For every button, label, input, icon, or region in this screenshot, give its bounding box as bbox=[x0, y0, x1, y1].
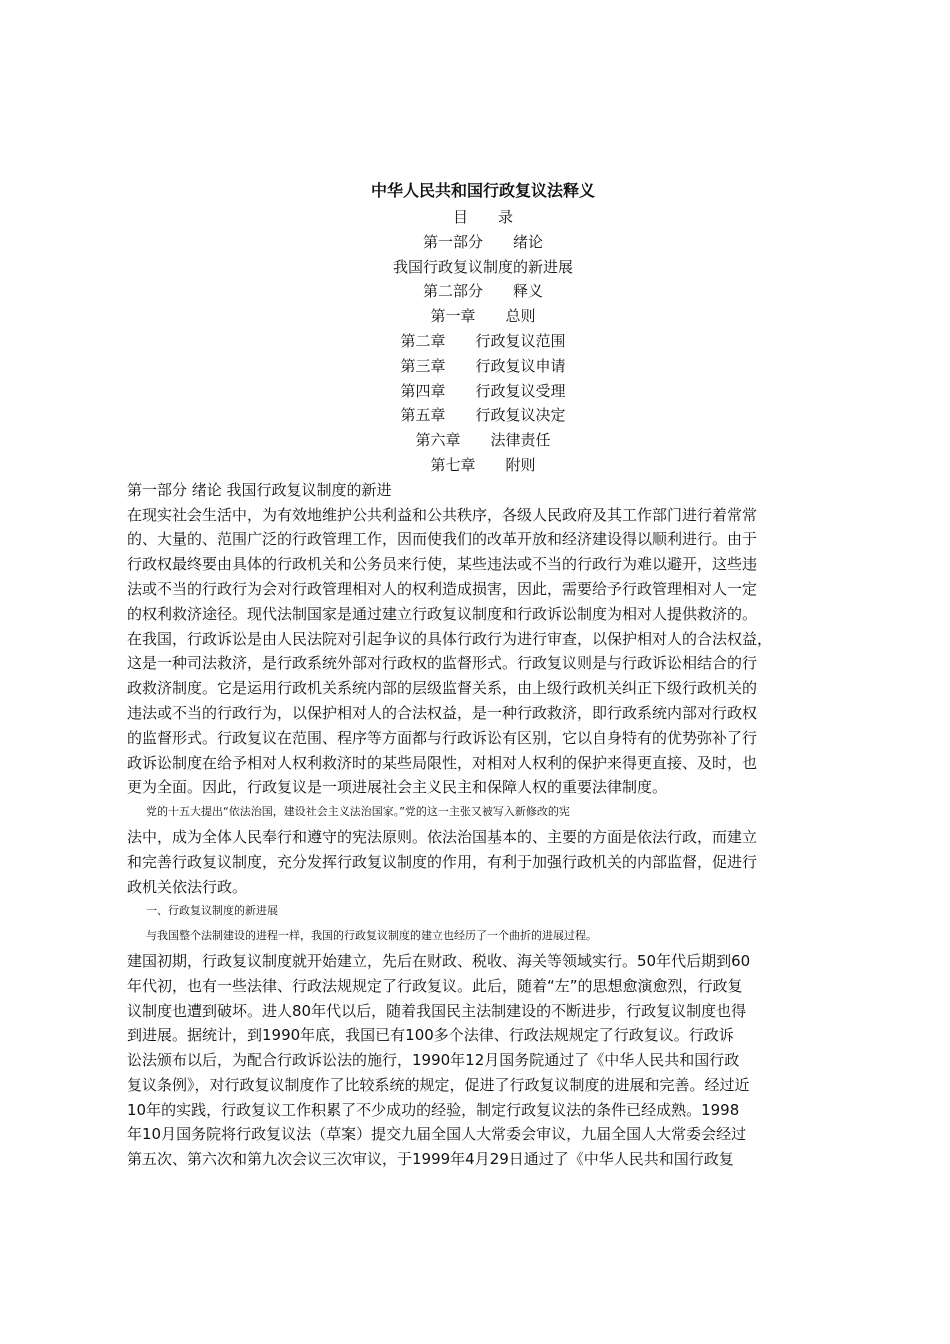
text-line: 这是一种司法救济，是行政系统外部对行政权的监督形式。行政复议则是与行政诉讼相结合的行 bbox=[127, 654, 758, 673]
document-title: 中华人民共和国行政复议法释义 bbox=[370, 181, 595, 200]
text-line: 议制度也遭到破坏。进人80年代以后，随着我国民主法制建设的不断进步，行政复议制度也得 bbox=[127, 1001, 747, 1020]
text-line: 在现实社会生活中，为有效地维护公共利益和公共秩序，各级人民政府及其工作部门进行着常常 bbox=[127, 505, 758, 524]
toc-entry: 第六章 法律责任 bbox=[415, 431, 551, 450]
text-line: 和完善行政复议制度，充分发挥行政复议制度的作用，有利于加强行政机关的内部监督，促进行 bbox=[127, 852, 758, 871]
text-line: 到进展。据统计，到1990年底，我国已有100多个法律、行政法规规定了行政复议。行政诉 bbox=[127, 1026, 734, 1045]
toc-entry: 第二部分 释义 bbox=[422, 282, 543, 301]
text-line: 在我国，行政诉讼是由人民法院对引起争议的具体行政行为进行审查，以保护相对人的合法权益， bbox=[127, 629, 773, 648]
toc-entry: 我国行政复议制度的新进展 bbox=[392, 257, 573, 276]
body-text bbox=[127, 503, 839, 1173]
text-line: 复议条例》，对行政复议制度作了比较系统的规定，促进了行政复议制度的进展和完善。经过近 bbox=[127, 1075, 750, 1094]
text-line: 10年的实践，行政复议工作积累了不少成功的经验，制定行政复议法的条件已经成熟。1998 bbox=[127, 1100, 740, 1119]
text-line: 建国初期，行政复议制度就开始建立，先后在财政、税收、海关等领域实行。50年代后期到60 bbox=[127, 951, 751, 970]
table-of-contents bbox=[127, 205, 839, 478]
text-line: 的监督形式。行政复议在范围、程序等方面都与行政诉讼有区别，它以自身特有的优势弥补了行 bbox=[127, 728, 758, 747]
toc-entry: 第四章 行政复议受理 bbox=[400, 381, 566, 400]
document-page bbox=[127, 177, 839, 1172]
toc-entry: 第二章 行政复议范围 bbox=[400, 331, 566, 350]
text-line: 违法或不当的行政行为，以保护相对人的合法权益，是一种行政救济，即行政系统内部对行政权 bbox=[127, 703, 758, 722]
text-line: 一、行政复议制度的新进展 bbox=[146, 904, 278, 918]
text-line: 讼法颁布以后，为配合行政诉讼法的施行，1990年12月国务院通过了《中华人民共和国行政 bbox=[127, 1051, 740, 1070]
text-line: 政救济制度。它是运用行政机关系统内部的层级监督关系，由上级行政机关纠正下级行政机关的 bbox=[127, 679, 758, 698]
toc-entry: 第五章 行政复议决定 bbox=[400, 406, 566, 425]
toc-entry: 第一章 总则 bbox=[430, 307, 536, 326]
text-line: 的、大量的、范围广泛的行政管理工作，因而使我们的改革开放和经济建设得以顺利进行。由于 bbox=[127, 530, 758, 549]
section-heading: 第一部分 绪论 我国行政复议制度的新进 bbox=[127, 480, 392, 499]
toc-entry: 目 录 bbox=[452, 208, 513, 226]
toc-entry: 第三章 行政复议申请 bbox=[400, 356, 566, 375]
toc-entry: 第七章 附则 bbox=[430, 455, 536, 474]
text-line: 年10月国务院将行政复议法（草案）提交九届全国人大常委会审议，九届全国人大常委会经过 bbox=[127, 1125, 747, 1144]
text-line: 政机关依法行政。 bbox=[127, 877, 248, 896]
text-line: 与我国整个法制建设的进程一样，我国的行政复议制度的建立也经历了一个曲折的进展过程。 bbox=[146, 929, 597, 943]
text-line: 党的十五大提出“依法治国，建设社会主义法治国家。”党的这一主张又被写入新修改的宪 bbox=[146, 805, 570, 819]
text-line: 法中，成为全体人民奉行和遵守的宪法原则。依法治国基本的、主要的方面是依法行政，而建立 bbox=[127, 827, 758, 846]
toc-entry: 第一部分 绪论 bbox=[422, 232, 543, 251]
text-line: 政诉讼制度在给予相对人权利救济时的某些局限性，对相对人权利的保护来得更直接、及时，也 bbox=[127, 753, 758, 772]
text-line: 行政权最终要由具体的行政机关和公务员来行使，某些违法或不当的行政行为难以避开，这些违 bbox=[127, 555, 758, 574]
text-line: 第五次、第六次和第九次会议三次审议，于1999年4月29日通过了《中华人民共和国行政复 bbox=[127, 1150, 734, 1169]
text-line: 的权利救济途径。现代法制国家是通过建立行政复议制度和行政诉讼制度为相对人提供救济的。 bbox=[127, 604, 758, 623]
text-line: 年代初，也有一些法律、行政法规规定了行政复议。此后，随着“左”的思想愈演愈烈，行政复 bbox=[127, 976, 743, 995]
text-line: 法或不当的行政行为会对行政管理相对人的权利造成损害，因此，需要给予行政管理相对人一定 bbox=[127, 579, 758, 598]
text-line: 更为全面。因此，行政复议是一项进展社会主义民主和保障人权的重要法律制度。 bbox=[127, 778, 668, 797]
